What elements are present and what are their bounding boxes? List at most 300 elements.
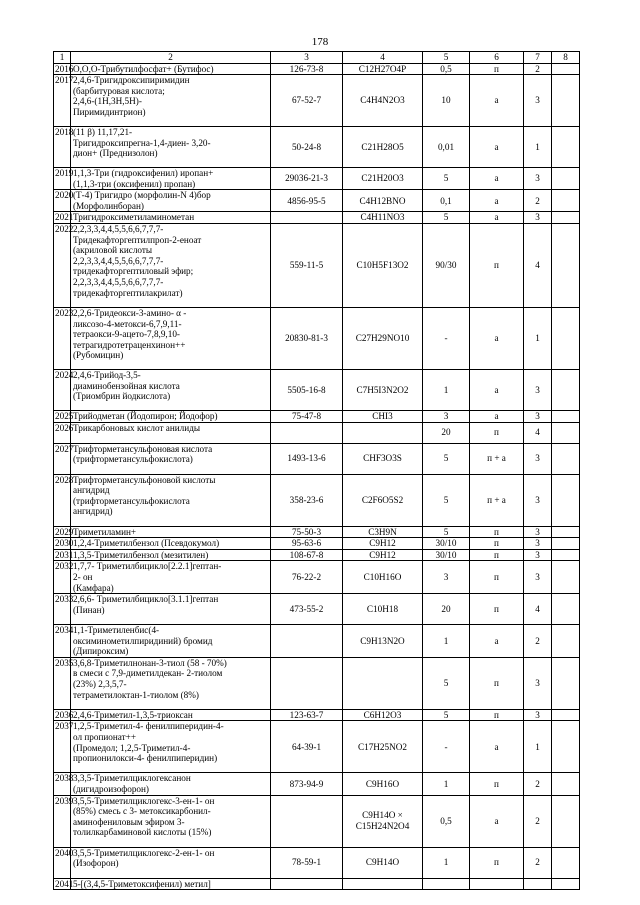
substance-name [71,847,271,878]
chemical-formula: C9H12 [343,538,423,550]
row-number: 2018 [54,127,71,168]
substance-name [71,538,271,550]
substance-name-line: пропионилокси-4- фенилпиперидин) [73,753,218,764]
substance-name [71,411,271,423]
hazard-class: 3 [524,474,552,526]
table-row [54,773,580,795]
limit-value: 90/30 [423,224,470,308]
substance-name [71,75,271,127]
substance-name-line: 3,3,5-Триметилциклогексанон [73,773,191,784]
substance-name-line: 2,4,6-Трийод-3,5- [73,370,141,381]
substance-name-line: ол пропионат++ [73,731,137,742]
substance-name [71,878,271,890]
table-row [54,625,580,658]
substance-name [71,795,271,847]
cas-number: 873-94-9 [271,773,343,795]
row-number: 2033 [54,594,71,625]
hazard-class: 4 [524,422,552,443]
cas-number: 75-47-8 [271,411,343,423]
table-row [54,370,580,411]
substance-name-line: тетраметилоктан-1-тиолом (8%) [73,689,199,700]
cas-number: 75-50-3 [271,526,343,538]
table-row [54,168,580,190]
substance-name-line: 3,5,5-Триметилциклогекс-3-ен-1- он [73,795,215,806]
table-row [54,709,580,721]
chemical-formula [343,657,423,709]
chemical-formula: C9H14O × C15H24N2O4 [343,795,423,847]
substance-name-line: диаминобензойная кислота [73,380,180,391]
limit-value: 20 [423,594,470,625]
chemical-formula: C4H12BNO [343,190,423,212]
limit-value: 20 [423,422,470,443]
cas-number: 4856-95-5 [271,190,343,212]
row-number: 2039 [54,795,71,847]
table-row [54,224,580,308]
substance-name-line: дион+ (Преднизолон) [73,148,158,159]
substance-name-line: Пиримидинтрион) [73,106,146,117]
substance-name [71,709,271,721]
chemical-formula: C2F6O5S2 [343,474,423,526]
chemical-formula: C10H18 [343,594,423,625]
hazard-class: 2 [524,625,552,658]
aggregate-state: п + а [470,443,524,474]
substance-name-line: тетраокси-9-ацето-7,8,9,10- [73,329,180,340]
substance-name-line: (1,1,3-три (оксифенил) пропан) [73,178,196,189]
row-number: 2035 [54,657,71,709]
substance-name-line: 1,1,3-Три (гидроксифенил) иропан+ [73,168,214,179]
hazard-class: 4 [524,594,552,625]
substance-name [71,63,271,75]
substance-name-line: О,О,О-Трибутилфосфат+ (Бутифос) [73,63,214,74]
row-number: 2028 [54,474,71,526]
substance-name-line: 2- он [73,571,93,582]
col-header-1: 1 [54,52,71,64]
note-cell [552,878,580,890]
cas-number: 1493-13-6 [271,443,343,474]
limit-value: 5 [423,212,470,224]
row-number: 2017 [54,75,71,127]
hazard-class: 3 [524,538,552,550]
column-number-row [54,52,580,64]
table-row [54,657,580,709]
table-row [54,795,580,847]
note-cell [552,847,580,878]
limit-value: - [423,308,470,370]
note-cell [552,411,580,423]
table-row [54,561,580,594]
cas-number: 126-73-8 [271,63,343,75]
substance-name-line: (23%) 2,3,5,7- [73,678,127,689]
row-number: 2034 [54,625,71,658]
substance-name-line: (Рубомицин) [73,350,124,361]
substance-name-line: (барбитуровая кислота; [73,85,165,96]
cas-number: 29036-21-3 [271,168,343,190]
hazard-class: 3 [524,443,552,474]
note-cell [552,63,580,75]
col-header-6: 6 [470,52,524,64]
row-number: 2019 [54,168,71,190]
substance-name-line: 3,5,5-Триметилциклогекс-2-ен-1- он [73,847,215,858]
aggregate-state: п + а [470,474,524,526]
chemical-formula: C10H5F13O2 [343,224,423,308]
limit-value [423,878,470,890]
substance-name-line: 2,4,6-Тригидроксипиримидин [73,75,190,86]
substance-name [71,474,271,526]
substance-name-line: Тридекафторгептилпроп-2-еноат [73,234,202,245]
substance-name-line: (Триомбрин йодкислота) [73,391,171,402]
substance-name [71,308,271,370]
note-cell [552,709,580,721]
note-cell [552,549,580,561]
substance-name-line: аминофениловым эфиром 3- [73,816,185,827]
cas-number: 67-52-7 [271,75,343,127]
aggregate-state: п [470,224,524,308]
row-number: 2032 [54,561,71,594]
note-cell [552,721,580,773]
substance-name [71,422,271,443]
aggregate-state: а [470,411,524,423]
row-number: 2023 [54,308,71,370]
substance-name-line: Триметиламин+ [73,526,137,537]
note-cell [552,474,580,526]
table-row [54,308,580,370]
hazard-class: 2 [524,847,552,878]
limit-value: 5 [423,443,470,474]
note-cell [552,773,580,795]
note-cell [552,422,580,443]
table-row [54,190,580,212]
substance-name-line: (трифторметансульфокислота [73,495,190,506]
row-number: 2016 [55,63,74,74]
chemical-formula: CHI3 [343,411,423,423]
hazard-class: 3 [524,370,552,411]
note-cell [552,538,580,550]
substance-name-line: (акриловой кислоты [73,245,153,256]
substance-name [71,657,271,709]
aggregate-state: п [470,709,524,721]
hazard-class: 3 [524,561,552,594]
substance-name-line: оксиминометилпиридиний) бромид [73,635,213,646]
row-number: 2037 [54,721,71,773]
note-cell [552,127,580,168]
table-row [54,411,580,423]
limit-value: 0,1 [423,190,470,212]
aggregate-state: а [470,625,524,658]
row-number: 2036 [55,709,74,720]
substance-name-line: тридекафторгептиловый эфир; [73,266,194,277]
row-number: 2038 [54,773,71,795]
cas-number: 50-24-8 [271,127,343,168]
table-row [54,212,580,224]
chemical-formula: CHF3O3S [343,443,423,474]
col-header-4: 4 [343,52,423,64]
substance-name-line: 2,4,6-Триметил-1,3,5-триоксан [73,709,193,720]
hazard-class: 3 [524,212,552,224]
row-number: 2025 [55,411,74,422]
chemical-formula: C10H16O [343,561,423,594]
hazard-class: 2 [524,190,552,212]
chemical-formula: C4H4N2O3 [343,75,423,127]
substance-name-line: (дигидроизофорон) [73,783,149,794]
chemical-formula: C9H13N2O [343,625,423,658]
substance-name-line: 1,2,5-Триметил-4- фенилпиперидин-4- [73,721,224,732]
substance-name-line: (Изофорон) [73,858,119,869]
note-cell [552,224,580,308]
row-number: 2029 [55,526,74,537]
row-number: 2024 [54,370,71,411]
row-number: 2040 [54,847,71,878]
substance-name-line: 5-[(3,4,5-Триметоксифенил) метил] [73,878,211,889]
substance-name-line: (11 β) 11,17,21- [73,127,133,138]
limit-value: 1 [423,773,470,795]
chemical-formula: C7H5I3N2O2 [343,370,423,411]
substance-name-line: 1,1-Триметиленбис(4- [73,625,160,636]
table-row [54,721,580,773]
hazard-class: 1 [524,721,552,773]
chemical-formula: C4H11NO3 [343,212,423,224]
aggregate-state: а [470,212,524,224]
aggregate-state: п [470,538,524,550]
substance-name-line: 2,4,6-(1Н,3Н,5Н)- [73,96,142,107]
cas-number: 123-63-7 [271,709,343,721]
chemical-formula: C27H29NO10 [343,308,423,370]
chemical-formula: C12H27O4P [343,63,423,75]
aggregate-state: а [470,308,524,370]
hazard-class: 3 [524,526,552,538]
note-cell [552,190,580,212]
cas-number: 559-11-5 [271,224,343,308]
substance-name-line: (Т-4) Тригидро (морфолин-N 4)бор [73,190,211,201]
substance-name-line: тридекафторгептилакрилат) [73,287,183,298]
row-number: 2030 [55,538,74,549]
chemical-formula [343,422,423,443]
substance-name-line: (85%) смесь с 3- метоксикарбонил- [73,806,211,817]
substance-name-line: 1,2,4-Триметилбензол (Псевдокумол) [73,538,220,549]
substance-name-line: (Промедол; 1,2,5-Триметил-4- [73,742,191,753]
substance-name-line: ангидрид) [73,506,113,517]
hazard-class [524,878,552,890]
row-number: 2020 [54,190,71,212]
substance-name [71,190,271,212]
substance-name [71,625,271,658]
limit-value: 0,5 [423,795,470,847]
chemical-formula: C9H16O [343,773,423,795]
substance-name-line: 2,2,3,3,4,4,5,5,6,6,7,7,7- [73,224,164,235]
hazard-class: 1 [524,127,552,168]
substance-name-line: Тригидроксипрегна-1,4-диен- 3,20- [73,137,211,148]
table-row [54,526,580,538]
cas-number [271,878,343,890]
aggregate-state: п [470,773,524,795]
hazard-class: 2 [524,773,552,795]
substance-name-line: 2,2,3,3,4,4,5,5,6,6,7,7,7- [73,276,164,287]
limit-value: 0,5 [423,63,470,75]
substance-name [71,721,271,773]
limit-value: 5 [423,526,470,538]
substance-name [71,224,271,308]
note-cell [552,657,580,709]
hazard-class: 4 [524,224,552,308]
chemical-formula [343,878,423,890]
substance-name-line: ликсозо-4-метокси-6,7,9,11- [73,318,182,329]
row-number: 2041 [55,878,74,889]
substance-name [71,549,271,561]
substance-name-line: Тригидроксиметиламинометан [73,212,195,223]
substance-name-line: Трифторметансульфоновой кислоты [73,474,216,485]
aggregate-state: п [470,549,524,561]
limit-value: 3 [423,561,470,594]
substance-name-line: 1,7,7- Триметилбицикло[2.2.1]гептан- [73,561,222,572]
limit-value: 1 [423,625,470,658]
substance-name-line: (Камфара) [73,582,114,593]
hazard-class: 3 [524,549,552,561]
substance-name-line: в смеси с 7,9-диметилдекан- 2-тиолом [73,668,223,679]
substance-name-line: (Дипироксим) [73,646,129,657]
aggregate-state: п [470,847,524,878]
cas-number: 473-55-2 [271,594,343,625]
substance-name-line: тетрагидротетраценхинон++ [73,339,186,350]
aggregate-state: п [470,657,524,709]
chemical-formula: C6H12O3 [343,709,423,721]
table-row [54,127,580,168]
limit-value: 0,01 [423,127,470,168]
cas-number: 78-59-1 [271,847,343,878]
substance-name-line: (Пинан) [73,604,105,615]
substance-name [71,443,271,474]
cas-number: 64-39-1 [271,721,343,773]
table-row [54,878,580,890]
limit-value: - [423,721,470,773]
table-row [54,474,580,526]
aggregate-state: п [470,594,524,625]
limit-value: 5 [423,168,470,190]
substance-name-line: толилкарбаминовой кислоты (15%) [73,827,212,838]
hazard-class: 3 [524,75,552,127]
cas-number [271,212,343,224]
note-cell [552,75,580,127]
limit-value: 1 [423,847,470,878]
note-cell [552,561,580,594]
col-header-2: 2 [71,52,271,64]
cas-number: 95-63-6 [271,538,343,550]
aggregate-state: п [470,526,524,538]
hazard-class: 3 [524,411,552,423]
substance-name [71,773,271,795]
note-cell [552,212,580,224]
row-number: 2027 [54,443,71,474]
cas-number: 20830-81-3 [271,308,343,370]
substances-table [53,51,580,890]
note-cell [552,625,580,658]
table-row [54,549,580,561]
substance-name-line: ангидрид [73,485,110,496]
cas-number: 76-22-2 [271,561,343,594]
aggregate-state: а [470,190,524,212]
cas-number [271,657,343,709]
note-cell [552,526,580,538]
substance-name [71,526,271,538]
limit-value: 5 [423,474,470,526]
table-body [54,63,580,890]
limit-value: 5 [423,657,470,709]
substance-name [71,168,271,190]
substance-name [71,212,271,224]
note-cell [552,370,580,411]
substance-name-line: 2,6,6- Триметилбицикло[3.1.1]гептан [73,594,219,605]
aggregate-state: а [470,721,524,773]
chemical-formula: C9H14O [343,847,423,878]
chemical-formula: C17H25NO2 [343,721,423,773]
substance-name-line: (трифторметансульфокислота) [73,454,193,465]
note-cell [552,308,580,370]
aggregate-state [470,878,524,890]
substance-name-line: Трийодметан (Йодопирон; Йодофор) [73,411,218,422]
limit-value: 30/10 [423,538,470,550]
aggregate-state: а [470,127,524,168]
col-header-7: 7 [524,52,552,64]
aggregate-state: п [470,561,524,594]
col-header-5: 5 [423,52,470,64]
aggregate-state: а [470,75,524,127]
table-row [54,443,580,474]
note-cell [552,168,580,190]
hazard-class: 3 [524,709,552,721]
hazard-class: 3 [524,168,552,190]
substance-name [71,127,271,168]
note-cell [552,594,580,625]
chemical-formula: C9H12 [343,549,423,561]
hazard-class: 1 [524,308,552,370]
substance-name-line: Трикарбоновых кислот анилиды [73,422,201,433]
cas-number: 108-67-8 [271,549,343,561]
substance-name [71,370,271,411]
table-row [54,422,580,443]
aggregate-state: а [470,795,524,847]
substance-name-line: 3,6,8-Триметилнонан-3-тиол (58 - 70%) [73,657,227,668]
limit-value: 5 [423,709,470,721]
aggregate-state: а [470,370,524,411]
chemical-formula: C3H9N [343,526,423,538]
row-number: 2021 [55,212,74,223]
limit-value: 3 [423,411,470,423]
aggregate-state: п [470,63,524,75]
limit-value: 1 [423,370,470,411]
substance-name-line: 1,3,5-Триметилбензол (мезитилен) [73,549,209,560]
chemical-formula: C21H28O5 [343,127,423,168]
table-row [54,538,580,550]
chemical-formula: C21H20O3 [343,168,423,190]
substance-name [71,594,271,625]
col-header-3: 3 [271,52,343,64]
cas-number [271,625,343,658]
substance-name-line: 2,2,3,3,4,4,5,5,6,6,7,7,7- [73,255,164,266]
substance-name-line: Трифторметансульфоновая кислота [73,443,213,454]
substance-name [71,561,271,594]
page-number: 178 [311,36,329,48]
limit-value: 30/10 [423,549,470,561]
table-row [54,594,580,625]
hazard-class: 3 [524,657,552,709]
limit-value: 10 [423,75,470,127]
aggregate-state: а [470,168,524,190]
note-cell [552,795,580,847]
aggregate-state: п [470,422,524,443]
cas-number: 358-23-6 [271,474,343,526]
col-header-8: 8 [552,52,580,64]
row-number: 2022 [54,224,71,308]
row-number: 2031 [55,549,74,560]
hazard-class: 2 [524,63,552,75]
